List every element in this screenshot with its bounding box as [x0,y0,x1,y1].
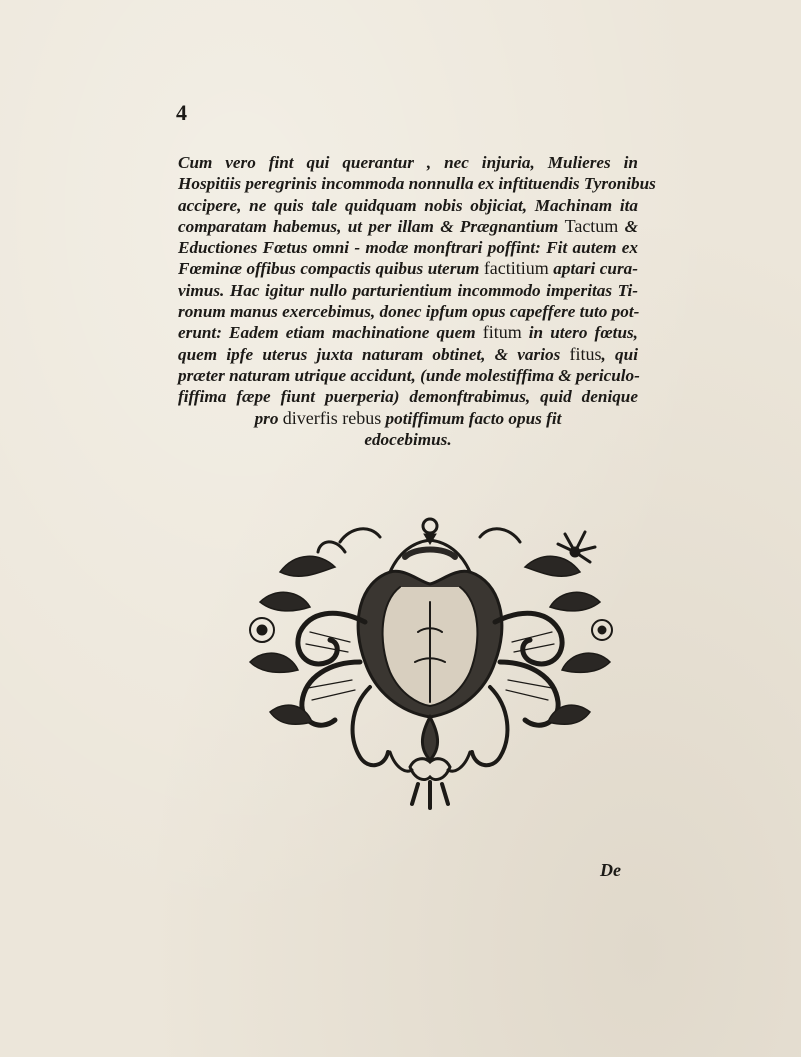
page-number: 4 [176,100,187,125]
text-line [178,429,638,450]
italic-text: in utero fœtus, [521,323,638,343]
italic-text: & [618,216,638,236]
roman-word: diverfis rebus [282,407,382,428]
italic-text: quem ipfe uterus juxta naturam obtinet, & varios [178,344,570,364]
text-line [178,386,638,407]
italic-text: Cum vero fint qui querantur , nec injuria, Mulieres in [178,153,638,172]
text-line [178,216,638,237]
text-line [178,301,638,322]
italic-text: comparatam habemus, ut per illam & Prægnantium [178,216,565,236]
italic-text: aptari cura- [548,259,638,279]
text-line [178,237,638,258]
text-line [178,322,638,343]
text-line [178,258,638,279]
text-line [178,344,638,365]
italic-text: Hospitiis peregrinis incommoda nonnulla ex inftituendis Tyronibus [178,174,656,194]
italic-text: Eductiones Fœtus omni - modæ monftrari poffint: Fit autem ex [178,238,638,258]
roman-word: fitus [569,343,602,364]
italic-text: ronum manus exercebimus, donec ipfum opus capeffere tuto pot- [178,302,640,322]
italic-text: vimus. Hac igitur nullo parturientium incommodo imperitas Ti- [178,280,638,300]
italic-text: fiffima fæpe fiunt puerperia) demonftrabimus, quid denique [178,387,638,407]
italic-text: Fœminæ offibus compactis quibus uterum [178,259,484,279]
italic-text: pro [254,408,283,428]
catchword: De [600,860,621,880]
text-line [178,195,638,216]
text-line [178,152,638,173]
text-line [178,408,638,429]
roman-word: factitium [483,258,549,279]
roman-word: Tactum [564,215,619,236]
italic-text: præter naturam utrique accidunt, (unde molestiffima & periculo- [178,365,640,385]
italic-text: accipere, ne quis tale quidquam nobis objiciat, Machinam ita [178,195,638,215]
body-text [178,152,656,450]
text-line [178,173,656,194]
italic-text: potiffimum facto opus fit [381,408,562,428]
italic-text: , qui [601,344,638,364]
roman-word: fitum [482,322,522,343]
text-line [178,280,638,301]
italic-text: edocebimus. [364,429,452,449]
text-line [178,365,638,386]
italic-text: erunt: Eadem etiam machinatione quem [178,323,483,343]
baroque-floral-ornament-icon [240,512,620,812]
